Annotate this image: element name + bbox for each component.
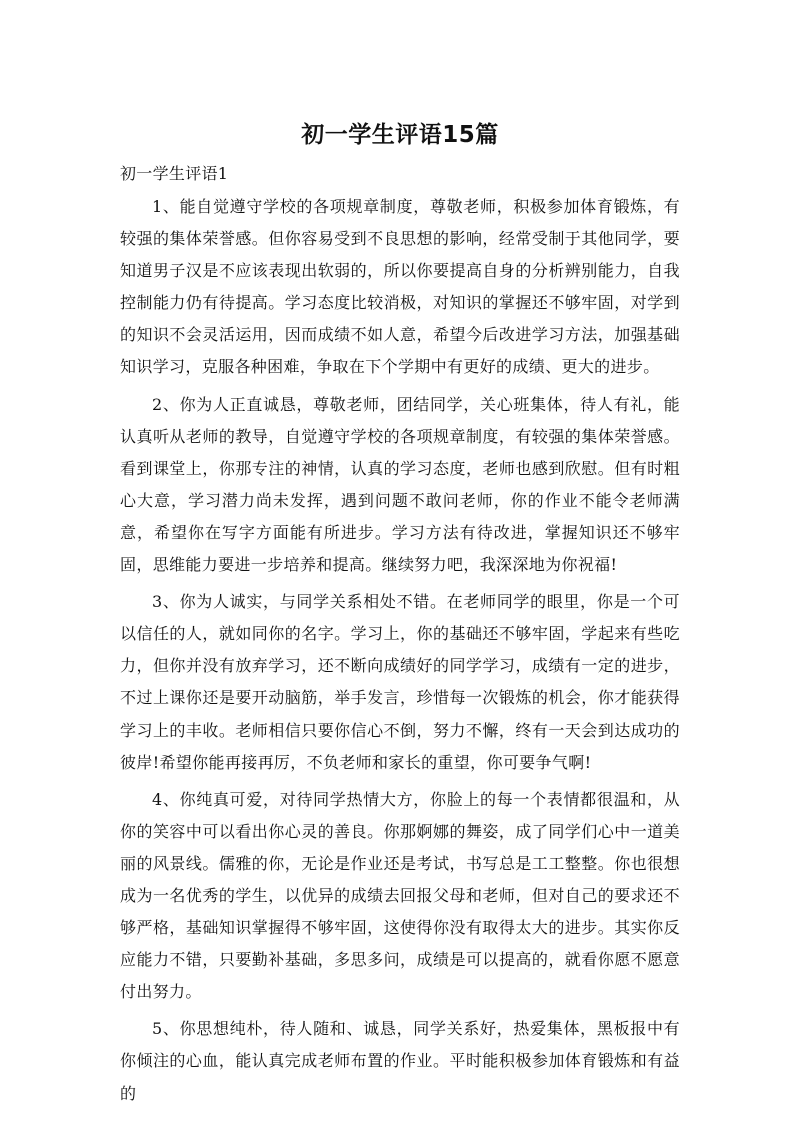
document-title: 初一学生评语15篇 bbox=[301, 122, 499, 148]
paragraph-3: 3、你为人诚实，与同学关系相处不错。在老师同学的眼里，你是一个可以信任的人，就如同你的名字。学习上，你的基础还不够牢固，学起来有些吃力，但你并没有放弃学习，还不断向成绩好的同学学习，成绩有一定的进步，不过上课你还是要开动脑筋，举手发言，珍惜每一次锻炼的机会，你才能获得学习上的丰收。老师相信只要你信心不倒，努力不懈，终有一天会到达成功的彼岸!希望你能再接再厉，不负老师和家长的重望，你可要争气啊! bbox=[120, 592, 680, 772]
paragraph-2: 2、你为人正直诚恳，尊敬老师，团结同学，关心班集体，待人有礼，能认真听从老师的教导，自觉遵守学校的各项规章制度，有较强的集体荣誉感。看到课堂上，你那专注的神情，认真的学习态度，老师也感到欣慰。但有时粗心大意，学习潜力尚未发挥，遇到问题不敢问老师，你的作业不能令老师满意，希望你在写字方面能有所进步。学习方法有待改进，掌握知识还不够牢固，思维能力要进一步培养和提高。继续努力吧，我深深地为你祝福! bbox=[120, 394, 680, 575]
document-body bbox=[120, 191, 680, 1115]
section-heading: 初一学生评语1 bbox=[120, 164, 229, 183]
paragraph-4: 4、你纯真可爱，对待同学热情大方，你脸上的每一个表情都很温和，从你的笑容中可以看出你心灵的善良。你那婀娜的舞姿，成了同学们心中一道美丽的风景线。儒雅的你，无论是作业还是考试，书写总是工工整整。你也很想成为一名优秀的学生，以优异的成绩去回报父母和老师，但对自己的要求还不够严格，基础知识掌握得不够牢固，这使得你没有取得太大的进步。其实你反应能力不错，只要勤补基础，多思多问，成绩是可以提高的，就看你愿不愿意付出努力。 bbox=[120, 789, 680, 1002]
paragraph-5: 5、你思想纯朴，待人随和、诚恳，同学关系好，热爱集体，黑板报中有你倾注的心血，能认真完成老师布置的作业。平时能积极参加体育锻炼和有益的 bbox=[120, 1019, 680, 1103]
paragraph-1: 1、能自觉遵守学校的各项规章制度，尊敬老师，积极参加体育锻炼，有较强的集体荣誉感。但你容易受到不良思想的影响，经常受制于其他同学，要知道男子汉是不应该表现出软弱的，所以你要提高自身的分析辨别能力，自我控制能力仍有待提高。学习态度比较消极，对知识的掌握还不够牢固，对学到的知识不会灵活运用，因而成绩不如人意，希望今后改进学习方法，加强基础知识学习，克服各种困难，争取在下个学期中有更好的成绩、更大的进步。 bbox=[120, 197, 680, 377]
